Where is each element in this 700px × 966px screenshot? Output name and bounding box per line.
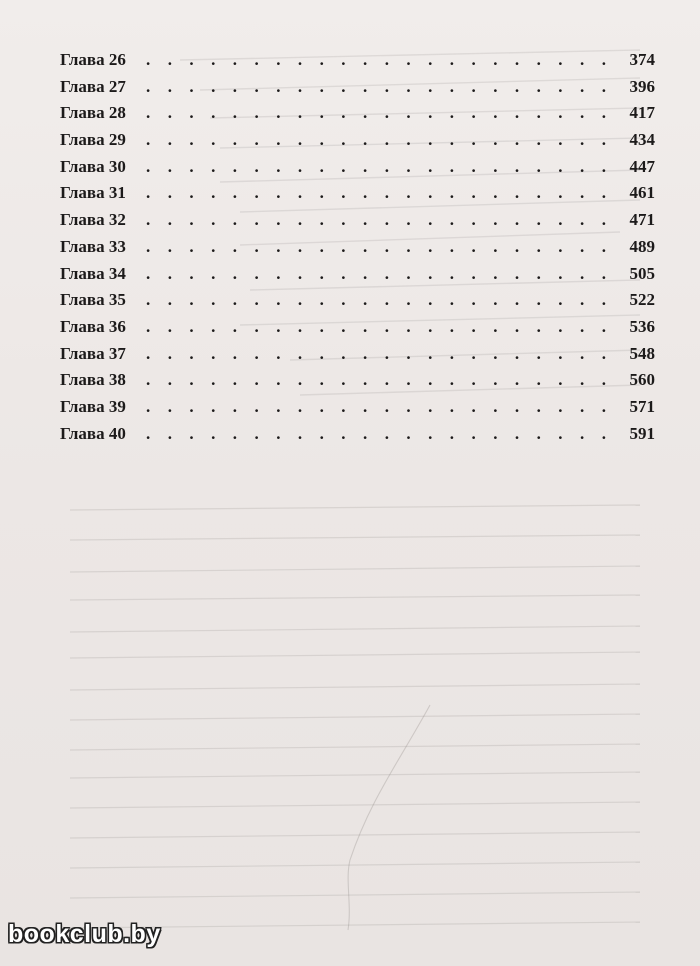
toc-entry (60, 157, 655, 184)
chapter-title: Глава 32 (60, 210, 126, 230)
toc-entry (60, 183, 655, 210)
dot-leader (146, 77, 615, 97)
chapter-title: Глава 26 (60, 50, 126, 69)
dot-leader (146, 157, 615, 177)
dot-leader (146, 183, 615, 203)
toc-entry (60, 77, 655, 104)
page-number: 591 (629, 423, 655, 443)
dot-leader (146, 237, 615, 257)
page-number: 447 (629, 156, 655, 176)
chapter-title: Глава 34 (60, 263, 126, 283)
toc-entry (60, 317, 655, 344)
chapter-title: Глава 35 (60, 290, 126, 310)
page-number: 571 (629, 396, 655, 416)
dot-leader (146, 424, 615, 444)
page-number: 560 (629, 370, 655, 390)
table-of-contents (60, 50, 655, 450)
toc-entry (60, 210, 655, 237)
dot-leader (146, 103, 615, 123)
chapter-title: Глава 40 (60, 423, 126, 443)
toc-entry (60, 290, 655, 317)
page-number: 548 (629, 343, 655, 363)
dot-leader (146, 210, 615, 230)
toc-entry (60, 103, 655, 130)
chapter-title: Глава 29 (60, 130, 126, 150)
toc-entry (60, 50, 655, 77)
chapter-title: Глава 39 (60, 396, 126, 416)
dot-leader (146, 344, 615, 364)
dot-leader (146, 317, 615, 337)
toc-entry (60, 264, 655, 291)
chapter-title: Глава 28 (60, 103, 126, 123)
chapter-title: Глава 33 (60, 236, 126, 256)
dot-leader (146, 397, 615, 417)
page-number: 374 (629, 50, 655, 69)
toc-entry (60, 370, 655, 397)
page-number: 505 (629, 263, 655, 283)
toc-entry (60, 130, 655, 157)
dot-leader (146, 50, 615, 70)
page-number: 396 (629, 76, 655, 96)
page-number: 471 (629, 210, 655, 230)
dot-leader (146, 290, 615, 310)
chapter-title: Глава 36 (60, 316, 126, 336)
page-number: 536 (629, 316, 655, 336)
chapter-title: Глава 31 (60, 183, 126, 203)
dot-leader (146, 130, 615, 150)
toc-entry (60, 397, 655, 424)
page-number: 461 (629, 183, 655, 203)
toc-entry (60, 237, 655, 264)
page-number: 417 (629, 103, 655, 123)
dot-leader (146, 264, 615, 284)
page-number: 434 (629, 130, 655, 150)
chapter-title: Глава 37 (60, 343, 126, 363)
chapter-title: Глава 27 (60, 76, 126, 96)
page-number: 489 (629, 236, 655, 256)
toc-entry (60, 424, 655, 451)
toc-entry (60, 344, 655, 371)
site-watermark: bookclub.by (8, 920, 161, 948)
chapter-title: Глава 38 (60, 370, 126, 390)
page-number: 522 (629, 290, 655, 310)
chapter-title: Глава 30 (60, 156, 126, 176)
dot-leader (146, 370, 615, 390)
